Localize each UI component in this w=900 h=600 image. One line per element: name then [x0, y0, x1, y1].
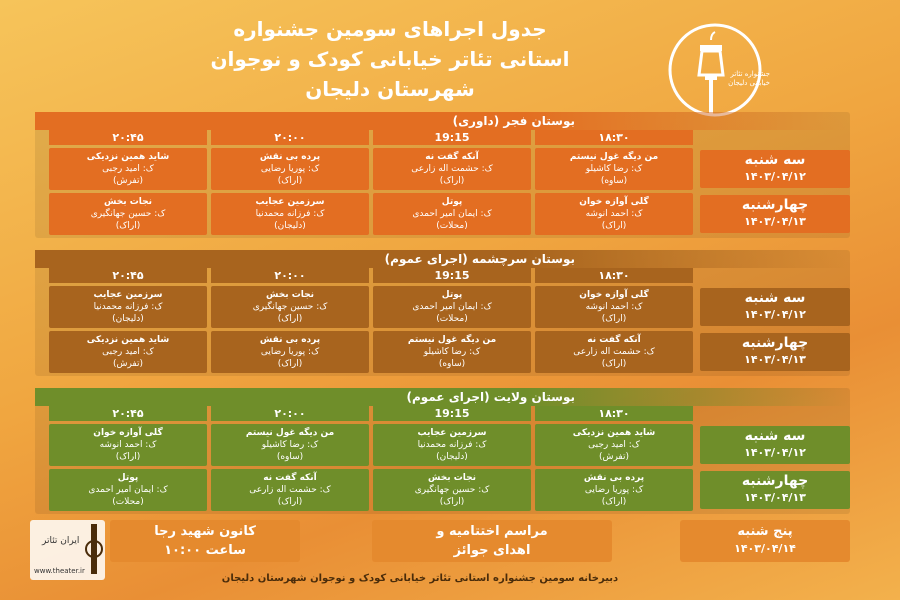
performance-title: پوتل: [117, 473, 139, 483]
performance-title: نجات بخش: [265, 290, 314, 300]
performance-city: (اراک): [277, 359, 303, 369]
performance-author: ک: پوریا رضایی: [584, 485, 644, 495]
performance-city: (ساوه): [276, 452, 304, 462]
performance-title: من دیگه غول نیستم: [407, 335, 497, 345]
performance-cell: [373, 424, 531, 466]
day-date: ۱۴۰۳/۰۴/۱۲: [744, 170, 806, 183]
day-label: [700, 195, 850, 233]
performance-author: ک: ایمان امیر احمدی: [412, 302, 492, 312]
performance-cell: [211, 148, 369, 190]
performance-title: گلی آوازه خوان: [93, 428, 163, 438]
performance-cell: [49, 424, 207, 466]
day-name: سه شنبه: [744, 290, 806, 306]
day-name: چهارشنبه: [741, 473, 809, 489]
performance-title: سرزمین عجایب: [255, 197, 325, 207]
performance-city: (دلیجان): [112, 314, 144, 324]
performance-author: ک: حشمت اله زارعی: [249, 485, 331, 495]
performance-cell: [373, 193, 531, 235]
day-name: سه شنبه: [744, 428, 806, 444]
performance-city: (اراک): [439, 497, 465, 507]
performance-title: پرده بی نقش: [259, 152, 321, 162]
performance-city: (اراک): [601, 359, 627, 369]
performance-title: سرزمین عجایب: [417, 428, 487, 438]
venue-title-bar: بوستان فجر (داوری): [35, 112, 850, 130]
day-date: ۱۴۰۳/۰۴/۱۳: [744, 491, 806, 504]
time-slot-label: ۱۸:۳۰: [535, 268, 693, 283]
performance-cell: [49, 469, 207, 511]
performance-cell: [211, 424, 369, 466]
time-slot-label: ۱۸:۳۰: [535, 130, 693, 145]
performance-author: ک: حسین جهانگیری: [414, 485, 490, 495]
performance-title: شاید همین نزدیکی: [572, 428, 656, 438]
time-slot-label: ۲۰:۰۰: [211, 268, 369, 283]
time-slot-label: 19:15: [373, 268, 531, 283]
performance-city: (ساوه): [600, 176, 628, 186]
performance-title: گلی آوازه خوان: [579, 290, 649, 300]
day-label: [700, 333, 850, 371]
performance-title: پرده بی نقش: [583, 473, 645, 483]
performance-author: ک: ایمان امیر احمدی: [412, 209, 492, 219]
time-slot-label: ۲۰:۴۵: [49, 406, 207, 421]
performance-author: ک: احمد انوشه: [585, 209, 643, 219]
performance-cell: [49, 193, 207, 235]
day-label: [700, 288, 850, 326]
performance-author: ک: احمد انوشه: [99, 440, 157, 450]
performance-title: من دیگه غول نیستم: [245, 428, 335, 438]
performance-city: (محلات): [436, 314, 468, 324]
day-name: سه شنبه: [744, 152, 806, 168]
venue-title-bar: بوستان ولایت (اجرای عموم): [35, 388, 850, 406]
title-line-1: جدول اجراهای سومین جشنواره: [233, 17, 547, 41]
performance-cell: [49, 148, 207, 190]
performance-title: شاید همین نزدیکی: [86, 335, 170, 345]
time-slot-label: ۱۸:۳۰: [535, 406, 693, 421]
performance-cell: [535, 193, 693, 235]
performance-city: (محلات): [112, 497, 144, 507]
performance-city: (اراک): [277, 176, 303, 186]
performance-cell: [535, 331, 693, 373]
time-slot-label: ۲۰:۰۰: [211, 130, 369, 145]
performance-author: ک: حسین جهانگیری: [90, 209, 166, 219]
final-day-box: [680, 520, 850, 562]
performance-title: گلی آوازه خوان: [579, 197, 649, 207]
performance-cell: [535, 469, 693, 511]
day-label: [700, 150, 850, 188]
ceremony-line-2: اهدای جوائز: [453, 543, 531, 558]
performance-title: آنکه گفت نه: [425, 152, 479, 162]
performance-city: (تفرش): [112, 176, 144, 186]
performance-author: ک: فرزانه محمدنیا: [417, 440, 487, 450]
day-label: [700, 426, 850, 464]
performance-city: (محلات): [436, 221, 468, 231]
performance-author: ک: پوریا رضایی: [260, 347, 320, 357]
footer-text: دبیرخانه سومین جشنواره استانی تئاتر خیابانی کودک و نوجوان شهرستان دلیجان: [221, 573, 619, 584]
performance-author: ک: رضا کاشیلو: [585, 164, 643, 174]
performance-author: ک: فرزانه محمدنیا: [255, 209, 325, 219]
performance-author: ک: پوریا رضایی: [260, 164, 320, 174]
performance-city: (ساوه): [438, 359, 466, 369]
performance-city: (اراک): [601, 497, 627, 507]
title-line-3: شهرستان دلیجان: [305, 77, 475, 101]
day-name: چهارشنبه: [741, 335, 809, 351]
watermark-url: www.theater.ir: [34, 567, 85, 575]
performance-cell: [49, 286, 207, 328]
time-slot-label: ۲۰:۰۰: [211, 406, 369, 421]
performance-title: پوتل: [441, 290, 463, 300]
performance-author: ک: رضا کاشیلو: [423, 347, 481, 357]
performance-cell: [373, 148, 531, 190]
theater-mask-icon: [84, 524, 104, 574]
day-date: ۱۴۰۳/۰۴/۱۲: [744, 446, 806, 459]
performance-cell: [373, 469, 531, 511]
performance-title: نجات بخش: [427, 473, 476, 483]
venue-name: کانون شهید رجا: [154, 524, 256, 539]
performance-author: ک: احمد انوشه: [585, 302, 643, 312]
day-name: چهارشنبه: [741, 197, 809, 213]
performance-author: ک: فرزانه محمدنیا: [93, 302, 163, 312]
day-label: [700, 471, 850, 509]
venue-section: [35, 388, 850, 514]
performance-cell: [49, 331, 207, 373]
performance-city: (اراک): [277, 314, 303, 324]
performance-city: (دلیجان): [436, 452, 468, 462]
performance-city: (اراک): [601, 314, 627, 324]
performance-author: ک: حشمت اله زارعی: [411, 164, 493, 174]
day-date: ۱۴۰۳/۰۴/۱۲: [744, 308, 806, 321]
performance-title: آنکه گفت نه: [263, 473, 317, 483]
performance-city: (اراک): [439, 176, 465, 186]
ceremony-line-1: مراسم اختتامیه و: [436, 524, 548, 539]
performance-cell: [535, 286, 693, 328]
performance-author: ک: حشمت اله زارعی: [573, 347, 655, 357]
day-date: ۱۴۰۳/۰۴/۱۳: [744, 215, 806, 228]
performance-cell: [535, 424, 693, 466]
performance-city: (اراک): [601, 221, 627, 231]
performance-city: (تفرش): [598, 452, 630, 462]
performance-city: (دلیجان): [274, 221, 306, 231]
performance-city: (اراک): [115, 452, 141, 462]
performance-cell: [211, 331, 369, 373]
time-slot-label: 19:15: [373, 130, 531, 145]
performance-author: ک: حسین جهانگیری: [252, 302, 328, 312]
final-date: ۱۴۰۳/۰۴/۱۴: [734, 542, 796, 555]
time-slot-label: 19:15: [373, 406, 531, 421]
final-day: پنج شنبه: [737, 524, 793, 539]
performance-cell: [373, 286, 531, 328]
performance-author: ک: امید رجبی: [102, 347, 154, 357]
venue-section: [35, 112, 850, 238]
performance-author: ک: امید رجبی: [102, 164, 154, 174]
watermark-text: ایران تئاتر: [42, 536, 80, 546]
performance-author: ک: رضا کاشیلو: [261, 440, 319, 450]
performance-cell: [211, 469, 369, 511]
performance-cell: [211, 286, 369, 328]
performance-cell: [373, 331, 531, 373]
venue-time: ساعت ۱۰:۰۰: [164, 543, 246, 558]
day-date: ۱۴۰۳/۰۴/۱۳: [744, 353, 806, 366]
performance-title: نجات بخش: [103, 197, 152, 207]
closing-ceremony-box: [372, 520, 612, 562]
performance-city: (اراک): [115, 221, 141, 231]
performance-title: پرده بی نقش: [259, 335, 321, 345]
time-slot-label: ۲۰:۴۵: [49, 268, 207, 283]
performance-title: شاید همین نزدیکی: [86, 152, 170, 162]
performance-title: سرزمین عجایب: [93, 290, 163, 300]
performance-title: من دیگه غول نیستم: [569, 152, 659, 162]
page-title: [110, 14, 670, 104]
venue-section: [35, 250, 850, 376]
performance-cell: [211, 193, 369, 235]
performance-title: پوتل: [441, 197, 463, 207]
title-line-2: استانی تئاتر خیابانی کودک و نوجوان: [210, 47, 570, 71]
performance-city: (تفرش): [112, 359, 144, 369]
time-slot-label: ۲۰:۴۵: [49, 130, 207, 145]
performance-cell: [535, 148, 693, 190]
venue-title-bar: بوستان سرچشمه (اجرای عموم): [35, 250, 850, 268]
venue-box: [110, 520, 300, 562]
performance-author: ک: امید رجبی: [588, 440, 640, 450]
logo-text: جشنواره تئاتر خیابانی دلیجان: [728, 70, 770, 87]
performance-city: (اراک): [277, 497, 303, 507]
performance-author: ک: ایمان امیر احمدی: [88, 485, 168, 495]
performance-title: آنکه گفت نه: [587, 335, 641, 345]
